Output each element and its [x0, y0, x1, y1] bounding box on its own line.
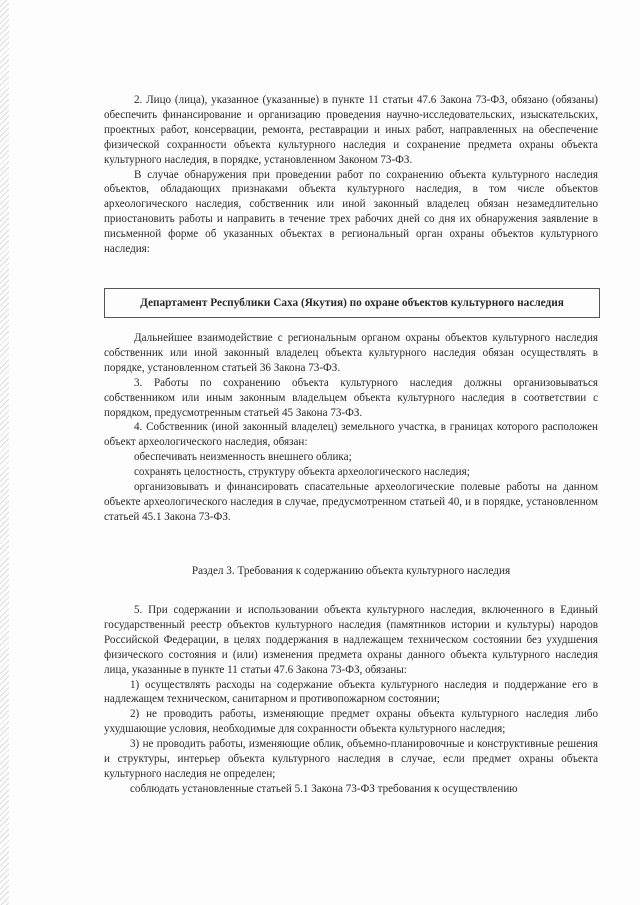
paragraph-2: 2. Лицо (лица), указанное (указанные) в пункте 11 статьи 47.6 Закона 73-ФЗ, обязано (обязаны) обеспечить финансирование и организацию проведения научно-исследовательских, изыскательских, проектных работ, консервации, ремонта, реставрации и иных работ, направленных на обеспечение физической сохранности объекта культурного наследия и сохранение предмета охраны объекта культурного наследия, в порядке, установленном Законом 73-ФЗ.: [104, 94, 598, 166]
scan-edge: [0, 0, 9, 905]
duty-integrity: сохранять целостность, структуру объекта археологического наследия;: [134, 466, 470, 479]
department-label: Департамент Республики Саха (Якутия) по охране объектов культурного наследия: [140, 296, 564, 309]
paragraph-discovery: В случае обнаружения при проведении работ по сохранению объекта культурного наследия объектов, обладающих признаками объекта культурного наследия, в том числе объектов археологического наследия, собственник или иной законный владелец обязан незамедлительно приостановить работы и направить в течение трех рабочих дней со дня их обнаружения заявление в письменной форме об указанных объектах в региональный орган охраны объектов культурного наследия:: [104, 168, 598, 256]
section-2: [104, 331, 598, 525]
section-3-heading: Раздел 3. Требования к содержанию объекта культурного наследия: [191, 565, 511, 577]
duty-3: 3) не проводить работы, изменяющие облик, объемно-планировочные и конструктивные решения и структуры, интерьер объекта культурного наследия в случае, если предмет охраны объекта культурного наследия не определен;: [104, 738, 598, 780]
duty-rescue-works: организовывать и финансировать спасательные археологические полевые работы на данном объекте археологического наследия в случае, предусмотренном статьей 40, и в порядке, установленном статьей 45.1 Закона 73-ФЗ.: [104, 481, 598, 523]
section-3: [104, 603, 598, 797]
paragraph-3: 3. Работы по сохранению объекта культурного наследия должны организовываться собственником или иным законным владельцем объекта культурного наследия в соответствии с порядком, предусмотренным статьей 45 Закона 73-ФЗ.: [104, 376, 598, 419]
duty-appearance: обеспечивать неизменность внешнего облика;: [134, 451, 352, 464]
paragraph-4: 4. Собственник (иной законный владелец) земельного участка, в границах которого расположен объект археологического наследия, обязан:: [104, 421, 598, 449]
department-box: [104, 288, 600, 318]
paragraph-interaction: Дальнейшее взаимодействие с региональным органом охраны объектов культурного наследия собственник или иной законный владелец объекта культурного наследия обязан осуществлять в порядке, установленном статьей 36 Закона 73-ФЗ.: [104, 332, 598, 374]
paragraph-5: 5. При содержании и использовании объекта культурного наследия, включенного в Единый государственный реестр объектов культурного наследия (памятников истории и культуры) народов Российской Федерации, в целях поддержания в надлежащем техническом состоянии без ухудшения физического состояния и (или) изменения предмета охраны данного объекта культурного наследия лица, указанные в пункте 11 статьи 47.6 Закона 73-ФЗ, обязаны:: [104, 604, 598, 676]
duty-1: 1) осуществлять расходы на содержание объекта культурного наследия и поддержание его в надлежащем техническом, санитарном и противопожарном состоянии;: [104, 678, 598, 706]
duty-compliance: соблюдать установленные статьей 5.1 Закона 73-ФЗ требования к осуществлению: [130, 782, 518, 795]
duty-2: 2) не проводить работы, изменяющие предмет охраны объекта культурного наследия либо ухудшающие условия, необходимые для сохранности объекта культурного наследия;: [104, 708, 598, 736]
section-1: [104, 93, 598, 257]
